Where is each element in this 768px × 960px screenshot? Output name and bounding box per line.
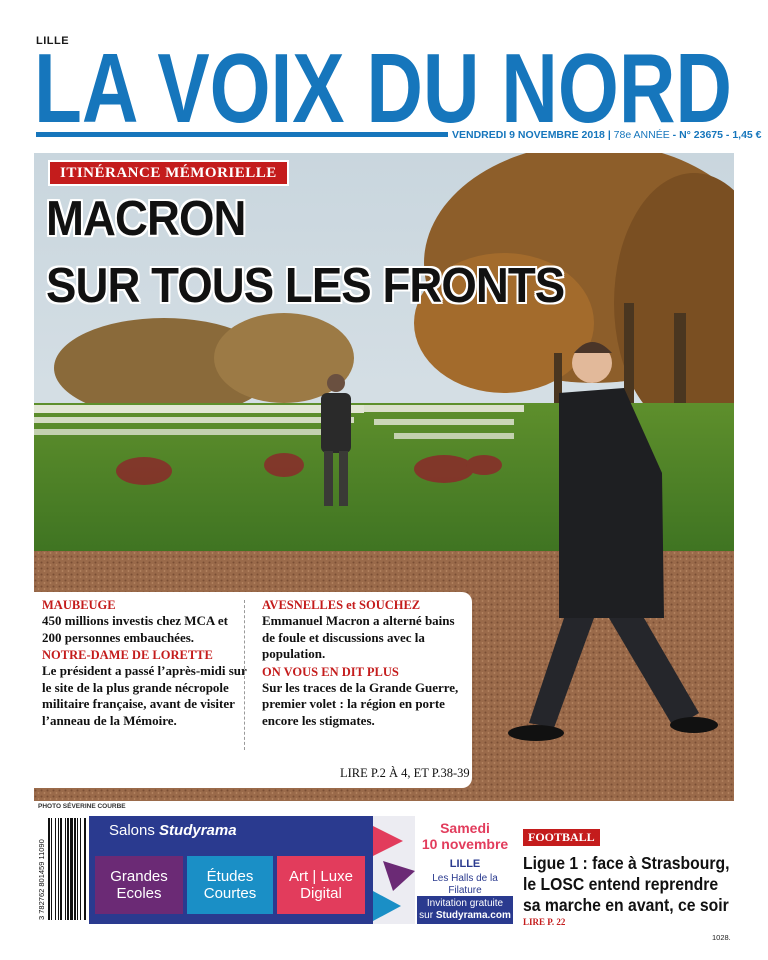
barcode-bar [70,818,73,920]
ad-invite-label: Invitation gratuite [426,898,504,909]
read-more-link[interactable]: LIRE P.2 À 4, ET P.38-39 [340,766,470,780]
ad-brand-prefix: Salons [109,822,155,839]
dateline: VENDREDI 9 NOVEMBRE 2018 | 78e ANNÉE - N° 23675 - 1,45 € [452,129,762,141]
issue-number: N° 23675 [679,129,723,141]
ad-city: LILLE [449,858,481,870]
ad-event-panel [373,816,513,924]
barcode-bar [48,818,50,920]
barcode-bar [60,818,62,920]
date: VENDREDI 9 NOVEMBRE 2018 [452,129,605,141]
section-body: 450 millions investis chez MCA et 200 personnes embauchées. [42,613,228,645]
section-title: ON VOUS EN DIT PLUS [262,664,399,679]
masthead-rule [36,132,448,137]
barcode-bar [84,818,86,920]
football-read-more[interactable]: LIRE P. 22 [523,917,566,927]
ad-day-label: Samedi [440,820,490,836]
ad-venue: Les Halls de la Filature [432,873,498,896]
summary-column-left [42,598,247,731]
barcode-bar [80,818,81,920]
barcode-number: 3 782762 801459 11090 [37,839,46,920]
barcode-bar [77,818,78,920]
studyrama-ad[interactable] [89,816,513,924]
ad-invite [417,896,513,924]
page-code: 1028. [712,933,731,942]
headline-line-2: SUR TOUS LES FRONTS [46,259,565,313]
section-body: Emmanuel Macron a alterné bains de foule et discussions avec la population. [262,613,455,661]
football-headline-line: Ligue 1 : face à Strasbourg, [523,853,730,873]
column-divider [244,600,245,750]
year: 78e ANNÉE [613,129,670,141]
section-title: AVESNELLES et SOUCHEZ [262,598,421,612]
photo-credit: PHOTO SÉVERINE COURBE [38,803,126,810]
section-title: MAUBEUGE [42,598,116,612]
summary-box [34,592,472,788]
newspaper-logo [34,42,734,130]
ad-invite-prefix: sur [419,910,434,921]
section-body: Le président a passé l’après-midi sur le site de la plus grande nécropole militaire française, avant de visiter l’anneau de la Mémoire. [42,663,247,728]
ad-tile-art-luxe-digital: Art | Luxe Digital [277,856,365,914]
barcode [36,816,86,924]
barcode-bars [48,818,86,920]
ad-decorative-icon [373,816,415,924]
ad-date-label: 10 novembre [421,836,509,852]
football-headline-line: le LOSC entend reprendre [523,874,719,894]
section-title: NOTRE-DAME DE LORETTE [42,648,213,662]
barcode-bar [74,818,76,920]
barcode-bar [51,818,52,920]
crosses [34,405,524,439]
price: 1,45 € [732,129,762,141]
ad-tile-grandes-ecoles: Grandes Ecoles [95,856,183,914]
barcode-bar [67,818,69,920]
barcode-bar [55,818,56,920]
ad-date [417,820,513,852]
football-headline[interactable] [523,853,730,916]
ad-tile-etudes-courtes: Études Courtes [187,856,273,914]
summary-column-right [262,598,467,731]
kicker-label: ITINÉRANCE MÉMORIELLE [48,160,289,186]
football-headline-line: sa marche en avant, ce soir [523,895,729,915]
edition-label: LILLE [36,35,70,47]
barcode-bar [65,818,66,920]
barcode-bar [58,818,59,920]
logo-title: LA VOIX DU NORD [34,42,732,130]
headline-line-1: MACRON [46,192,246,246]
ad-brand-name: Studyrama [159,822,237,839]
ad-brand [109,822,237,839]
ad-invite-site: Studyrama.com [435,910,511,921]
section-body: Sur les traces de la Grande Guerre, premier volet : la région en porte encore les stigmates. [262,679,459,728]
football-tag: FOOTBALL [523,829,600,846]
